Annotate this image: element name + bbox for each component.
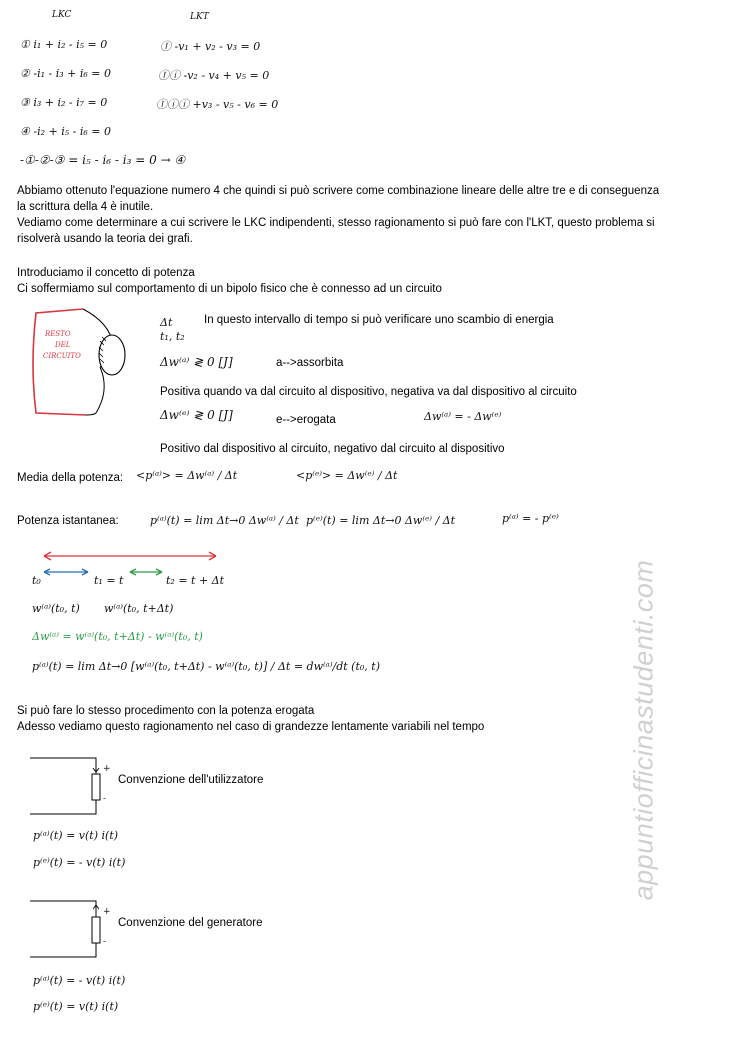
paragraph-combination (17, 183, 659, 247)
lkc-eq-4: ④ -i₂ + i₅ - i₆ = 0 (20, 125, 111, 138)
paragraph-line: Adesso vediamo questo ragionamento nel caso di grandezze lentamente variabili nel tempo (17, 721, 485, 733)
watermark-text: appuntiofficinastudenti.com (628, 559, 659, 901)
paragraph-line: Abbiamo ottenuto l'equazione numero 4 che quindi si può scrivere come combinazione lineare delle altre tre e di conseguenza (17, 185, 660, 197)
instant-power-label: Potenza istantanea: (17, 515, 119, 527)
user-plus: + (103, 764, 111, 774)
energy-difference: Δw⁽ᵃ⁾ = w⁽ᵃ⁾(t₀, t+Δt) - w⁽ᵃ⁾(t₀, t) (32, 630, 203, 643)
circuit-label-resto: RESTO (45, 330, 71, 338)
absorbed-label: a-->assorbita (276, 357, 344, 369)
dw-delivered: Δw⁽ᵉ⁾ ≷ 0 [J] (160, 408, 233, 422)
lkc-header: LKC (52, 10, 72, 20)
generator-minus: - (103, 937, 107, 947)
delta-t: Δt (160, 316, 173, 329)
energy-t0-t-dt: w⁽ᵃ⁾(t₀, t+Δt) (104, 602, 174, 615)
instant-power-absorbed: p⁽ᵃ⁾(t) = lim Δt→0 Δw⁽ᵃ⁾ / Δt (150, 514, 299, 527)
t1-t2: t₁, t₂ (160, 330, 185, 343)
device-ellipse (99, 335, 125, 375)
lkt-eq-2: Ⓘⓘ -v₂ - v₄ + v₅ = 0 (158, 69, 270, 82)
average-power-label: Media della potenza: (17, 472, 124, 484)
watermark (626, 540, 662, 920)
resistor-icon (92, 774, 100, 800)
delivered-label: e-->erogata (276, 414, 336, 426)
paragraph-line: Si può fare lo stesso procedimento con la potenza erogata (17, 705, 315, 717)
paragraph-line: Vediamo come determinare a cui scrivere le LKC indipendenti, stesso ragionamento si può fare con l'LKT, questo problema si (17, 217, 655, 229)
instant-power-relation: p⁽ᵃ⁾ = - p⁽ᵉ⁾ (502, 512, 559, 525)
instant-power-delivered: p⁽ᵉ⁾(t) = lim Δt→0 Δw⁽ᵉ⁾ / Δt (306, 514, 456, 527)
paragraph-line: Ci soffermiamo sul comportamento di un bipolo fisico che è connesso ad un circuito (17, 283, 442, 295)
timeline-t0: t₀ (32, 574, 41, 587)
lkt-eq-1: Ⓘ -v₁ + v₂ - v₃ = 0 (160, 40, 261, 53)
timeline-t2: t₂ = t + Δt (166, 574, 225, 587)
user-minus: - (103, 794, 107, 804)
lkt-eq-3: Ⓘⓘⓘ +v₃ - v₅ - v₆ = 0 (156, 98, 279, 111)
generator-power-absorbed: p⁽ᵃ⁾(t) = - v(t) i(t) (33, 974, 126, 987)
generator-power-delivered: p⁽ᵉ⁾(t) = v(t) i(t) (33, 1000, 119, 1013)
lkc-eq-1: ① i₁ + i₂ - i₅ = 0 (20, 38, 108, 51)
paragraph-line: risolverà usando la teoria dei grafi. (17, 233, 193, 245)
average-power-delivered: <p⁽ᵉ⁾> = Δw⁽ᵉ⁾ / Δt (296, 469, 398, 482)
timeline-t1: t₁ = t (94, 574, 124, 587)
lkt-header: LKT (190, 12, 209, 22)
positive-delivered-text: Positivo dal dispositivo al circuito, negativo dal circuito al dispositivo (160, 443, 505, 455)
dw-absorbed: Δw⁽ᵃ⁾ ≷ 0 [J] (160, 355, 233, 369)
average-power-absorbed: <p⁽ᵃ⁾> = Δw⁽ᵃ⁾ / Δt (136, 469, 238, 482)
paragraph-potenza (17, 265, 442, 297)
lkc-eq-3: ③ i₃ + i₂ - i₇ = 0 (20, 96, 108, 109)
positive-absorbed-text: Positiva quando va dal circuito al dispositivo, negativa va dal dispositivo al circuito (160, 386, 577, 398)
interval-text: In questo intervallo di tempo si può verificare uno scambio di energia (204, 314, 554, 326)
dw-relation: Δw⁽ᵃ⁾ = - Δw⁽ᵉ⁾ (424, 410, 502, 423)
derivative-definition: p⁽ᵃ⁾(t) = lim Δt→0 [w⁽ᵃ⁾(t₀, t+Δt) - w⁽ᵃ⁾(t₀, t)] / Δt = dw⁽ᵃ⁾/dt (t₀, t) (32, 660, 381, 673)
user-convention-label: Convenzione dell'utilizzatore (118, 774, 264, 786)
circuit-sketch (28, 305, 138, 420)
lkc-eq-2: ② -i₁ - i₃ + i₆ = 0 (20, 67, 111, 80)
paragraph-line: Introduciamo il concetto di potenza (17, 267, 195, 279)
lkc-combination: -①-②-③ = i₅ - i₆ - i₃ = 0 → ④ (20, 153, 186, 167)
resistor-icon (92, 917, 100, 943)
user-power-delivered: p⁽ᵉ⁾(t) = - v(t) i(t) (33, 856, 126, 869)
energy-t0-t: w⁽ᵃ⁾(t₀, t) (32, 602, 80, 615)
generator-convention-label: Convenzione del generatore (118, 917, 263, 929)
circuit-label-circuito: CIRCUITO (43, 352, 81, 360)
generator-plus: + (103, 907, 111, 917)
paragraph-erogata (17, 703, 484, 735)
user-power-absorbed: p⁽ᵃ⁾(t) = v(t) i(t) (33, 829, 119, 842)
paragraph-line: la scrittura della 4 è inutile. (17, 201, 154, 213)
circuit-label-del: DEL (55, 341, 71, 349)
